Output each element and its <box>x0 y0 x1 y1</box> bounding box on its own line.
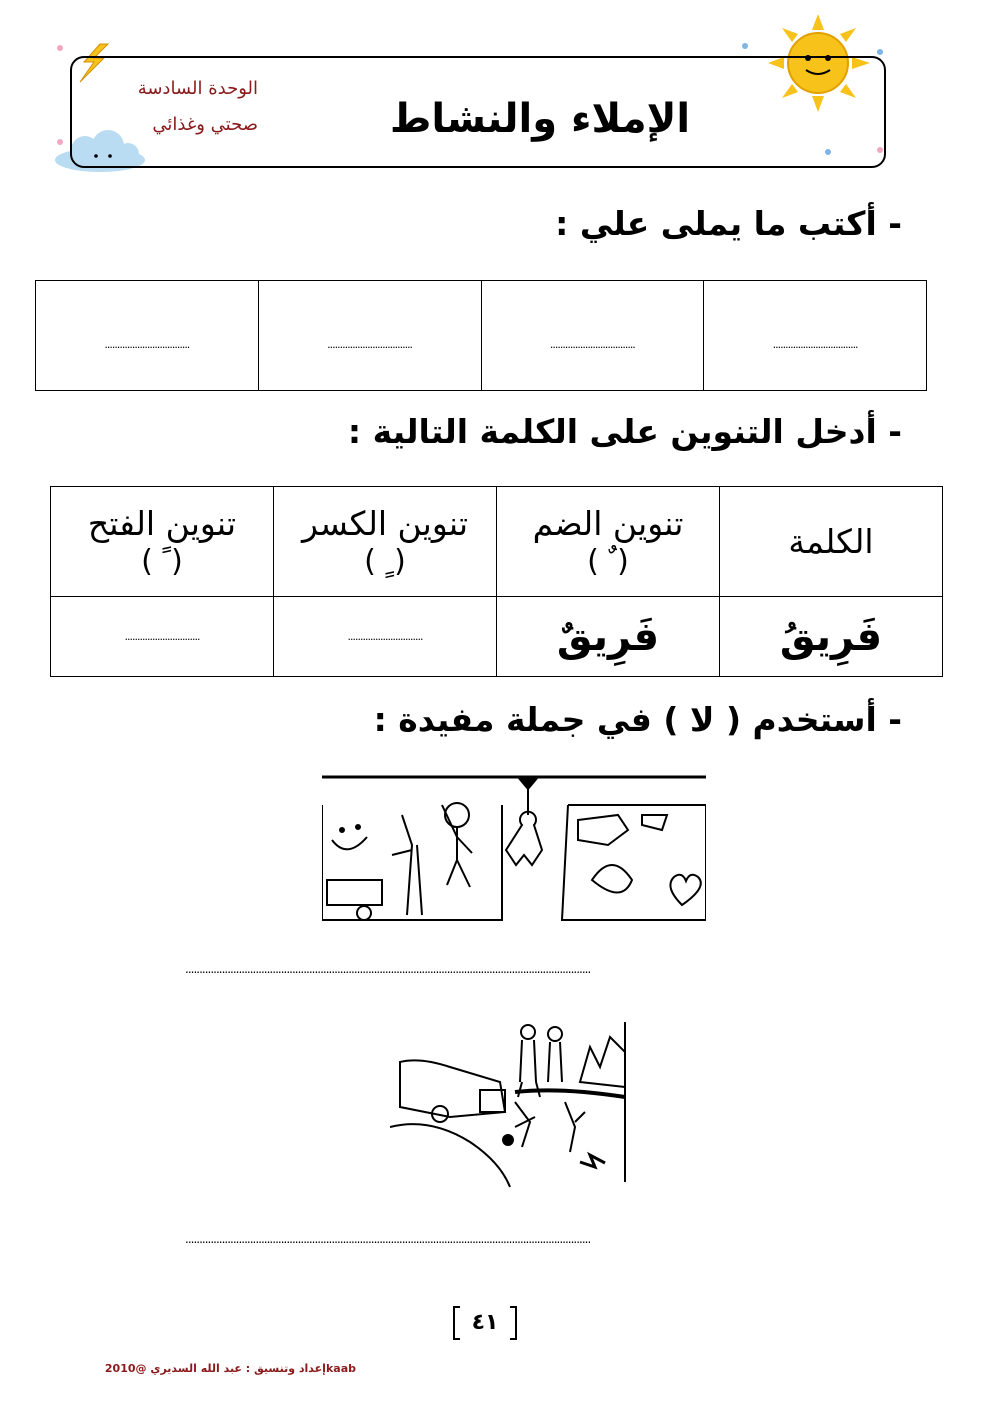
page-number: ٤١ <box>471 1310 499 1335</box>
header-word: الكلمة <box>720 487 943 597</box>
sentence-answer-line-2[interactable]: ................................................................................................................................................ <box>185 1232 591 1246</box>
header-damma: تنوين الضم ( ٌ ) <box>497 487 720 597</box>
dictation-cell[interactable]: .................................. <box>481 281 704 390</box>
unit-label: الوحدة السادسة <box>137 78 258 99</box>
sentence-answer-line[interactable]: ................................................................................................................................................ <box>185 962 591 976</box>
section-heading-sentence: - أستخدم ( لا ) في جملة مفيدة : <box>373 700 902 739</box>
word-cell: فَرِيقُ <box>720 597 943 677</box>
author-credit: إعداد وتنسيق : عبد الله السديري @2010kaab <box>104 1362 356 1375</box>
dictation-table <box>35 280 927 391</box>
section-heading-dictation: - أكتب ما يملى علي : <box>555 204 902 243</box>
page-title: الإملاء والنشاط <box>389 96 691 142</box>
unit-subtitle: صحتي وغذائي <box>152 114 258 135</box>
header-kasra: تنوين الكسر ( ٍ ) <box>274 487 497 597</box>
tanween-table <box>50 486 943 677</box>
header-fatha: تنوين الفتح ( ً ) <box>51 487 274 597</box>
dictation-cell[interactable]: .................................. <box>104 338 190 351</box>
fatha-answer-field[interactable]: .............................. <box>51 597 274 677</box>
street-scene-image <box>390 1022 630 1192</box>
kasra-answer-field[interactable]: .............................. <box>274 597 497 677</box>
dictation-cell[interactable]: .................................. <box>258 281 481 390</box>
section-heading-tanween: - أدخل التنوين على الكلمة التالية : <box>347 412 902 451</box>
wall-drawing-image <box>322 775 706 925</box>
damma-answer: فَرِيقٌ <box>497 597 720 677</box>
dictation-cell[interactable]: .................................. <box>703 281 926 390</box>
